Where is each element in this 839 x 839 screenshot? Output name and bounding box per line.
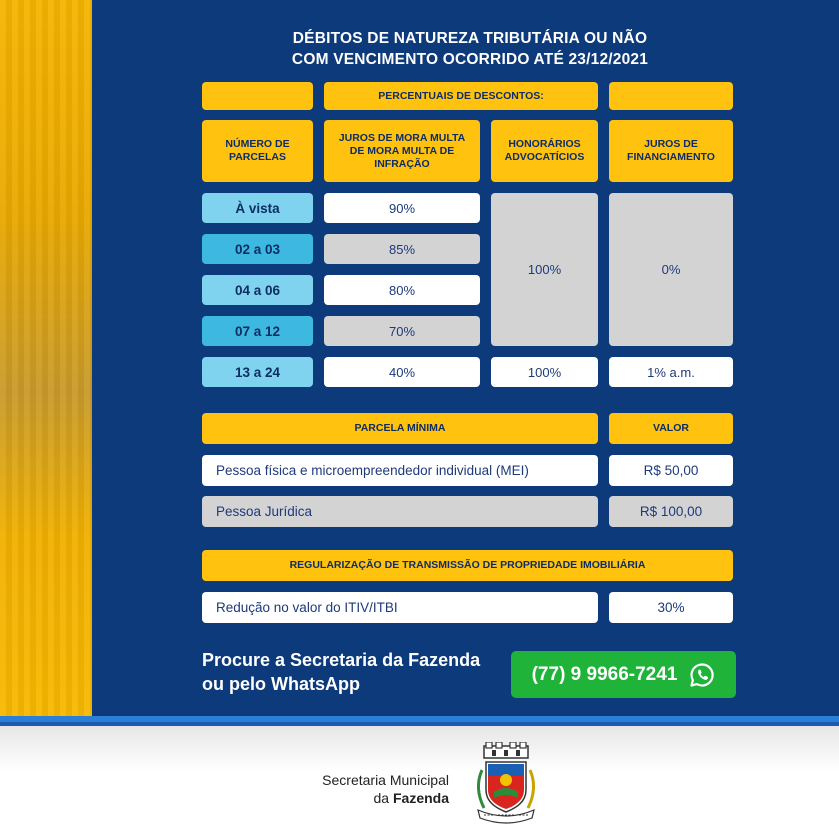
secretaria-line-2-prefix: da	[373, 790, 390, 806]
page-title-line-1: DÉBITOS DE NATUREZA TRIBUTÁRIA OU NÃO	[292, 30, 648, 47]
row-juros-02-03: 85%	[324, 234, 480, 264]
row-juros-13-24: 40%	[324, 357, 480, 387]
row-financiamento-13-24: 1% a.m.	[609, 357, 733, 387]
col-header-parcelas: NÚMERO DE PARCELAS	[202, 120, 313, 182]
honorarios-merged-cell: 100%	[491, 193, 598, 346]
row-juros-avista: 90%	[324, 193, 480, 223]
minimum-row-pj-value: R$ 100,00	[609, 496, 733, 527]
minimum-row-pf-label: Pessoa física e microempreendedor individual (MEI)	[202, 455, 598, 486]
row-juros-04-06: 80%	[324, 275, 480, 305]
row-parcelas-13-24: 13 a 24	[202, 357, 313, 387]
minimum-header: PARCELA MÍNIMA	[202, 413, 598, 444]
minimum-row-pf-value: R$ 50,00	[609, 455, 733, 486]
row-honorarios-13-24: 100%	[491, 357, 598, 387]
whatsapp-icon	[689, 662, 715, 688]
regularization-value: 30%	[609, 592, 733, 623]
header-blank-left	[202, 82, 313, 110]
decorative-photo-strip	[0, 0, 92, 716]
col-header-juros-multa: JUROS DE MORA MULTA DE MORA MULTA DE INFRAÇÃO	[324, 120, 480, 182]
discount-group-header: PERCENTUAIS DE DESCONTOS:	[324, 82, 598, 110]
regularization-label: Redução no valor do ITIV/ITBI	[202, 592, 598, 623]
municipal-crest-logo	[470, 742, 542, 824]
financiamento-merged-cell: 0%	[609, 193, 733, 346]
cta-line-2: ou pelo WhatsApp	[202, 674, 360, 694]
minimum-row-pj-label: Pessoa Jurídica	[202, 496, 598, 527]
page-title-line-2: COM VENCIMENTO OCORRIDO ATÉ 23/12/2021	[291, 51, 649, 68]
whatsapp-phone: (77) 9 9966-7241	[531, 663, 678, 685]
whatsapp-button[interactable]	[511, 651, 736, 698]
minimum-value-header: VALOR	[609, 413, 733, 444]
cta-text	[202, 648, 480, 696]
secretaria-line-2-bold: Fazenda	[392, 790, 449, 806]
row-parcelas-07-12: 07 a 12	[202, 316, 313, 346]
row-parcelas-avista: À vista	[202, 193, 313, 223]
secretaria-line-1: Secretaria Municipal	[322, 772, 449, 788]
col-header-honorarios: HONORÁRIOS ADVOCATÍCIOS	[491, 120, 598, 182]
col-header-financiamento: JUROS DE FINANCIAMENTO	[609, 120, 733, 182]
secretaria-signature	[322, 771, 449, 807]
row-juros-07-12: 70%	[324, 316, 480, 346]
cta-line-1: Procure a Secretaria da Fazenda	[202, 650, 481, 670]
secretaria-line-2	[322, 789, 449, 807]
row-parcelas-04-06: 04 a 06	[202, 275, 313, 305]
header-blank-right	[609, 82, 733, 110]
row-parcelas-02-03: 02 a 03	[202, 234, 313, 264]
regularization-header: REGULARIZAÇÃO DE TRANSMISSÃO DE PROPRIEDADE IMOBILIÁRIA	[202, 550, 733, 581]
